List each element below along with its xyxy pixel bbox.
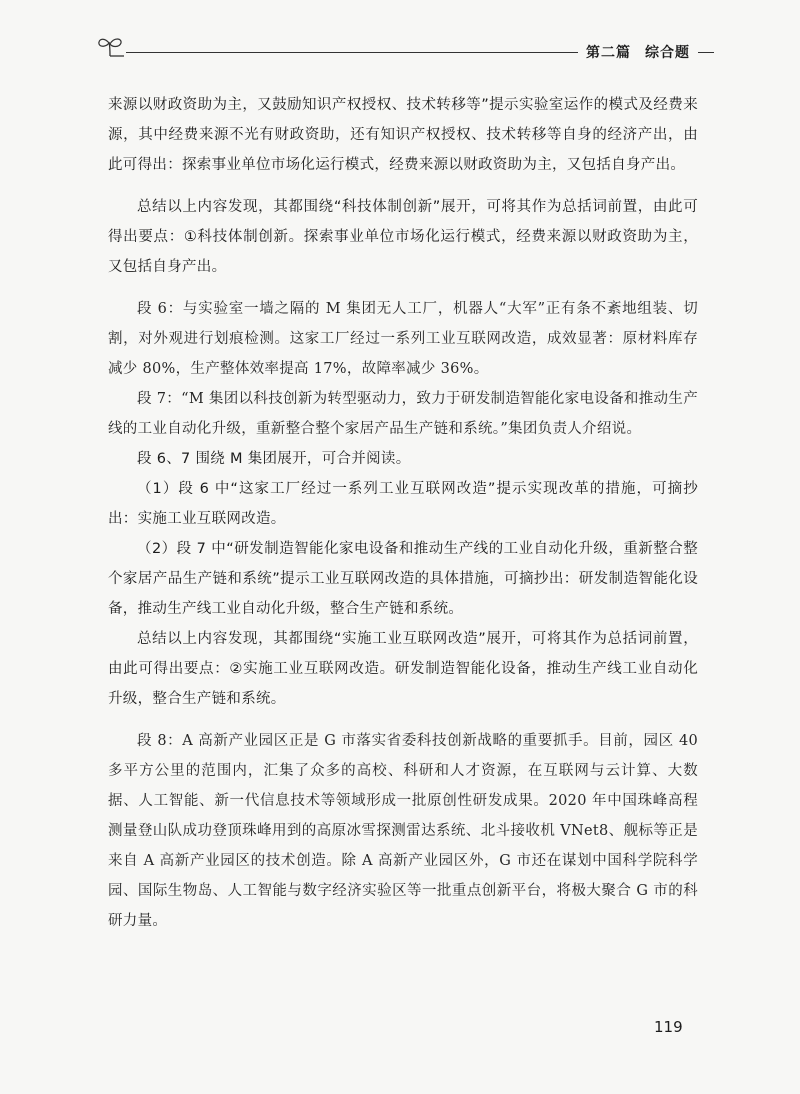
paragraph-summary-1: 总结以上内容发现，其都围绕“科技体制创新”展开，可将其作为总括词前置，由此可得出要点：①科技体制创新。探索事业单位市场化运行模式，经费来源以财政资助为主，又包括自身产出。	[108, 199, 698, 275]
paragraph-section-7: 段 7：“M 集团以科技创新为转型驱动力，致力于研发制造智能化家电设备和推动生产线的工业自动化升级，重新整合整个家居产品生产链和系统。”集团负责人介绍说。	[108, 391, 698, 437]
page-body	[108, 90, 698, 936]
paragraph-section-8: 段 8：A 高新产业园区正是 G 市落实省委科技创新战略的重要抓手。目前，园区 40 多平方公里的范围内，汇集了众多的高校、科研和人才资源，在互联网与云计算、大数据、人工智能、新一代信息技术等领域形成一批原创性研发成果。2020 年中国珠峰高程测量登山队成功登顶珠峰用到的高原冰雪探测雷达系统、北斗接收机 VNet8、舰标等正是来自 A 高新产业园区的技术创造。除 A 高新产业园区外，G 市还在谋划中国科学院科学园、国际生物岛、人工智能与数字经济实验区等一批重点创新平台，将极大聚合 G 市的科研力量。	[108, 733, 698, 929]
sprout-icon	[96, 34, 126, 58]
paragraph-point-2: （2）段 7 中“研发制造智能化家电设备和推动生产线的工业自动化升级，重新整合整个家居产品生产链和系统”提示工业互联网改造的具体措施，可摘抄出：研发制造智能化设备，推动生产线工业自动化升级，整合生产链和系统。	[108, 541, 698, 617]
paragraph-section-6: 段 6：与实验室一墙之隔的 M 集团无人工厂，机器人“大军”正有条不紊地组装、切割，对外观进行划痕检测。这家工厂经过一系列工业互联网改造，成效显著：原材料库存减少 80%，生产整体效率提高 17%，故障率减少 36%。	[108, 301, 698, 377]
header-rule-right	[698, 52, 714, 53]
page-header	[96, 34, 716, 64]
part-title: 综合题	[645, 45, 690, 61]
part-label: 第二篇	[586, 45, 631, 61]
header-rule-left	[126, 52, 578, 53]
paragraph-continuation: 来源以财政资助为主，又鼓励知识产权授权、技术转移等”提示实验室运作的模式及经费来源，其中经费来源不光有财政资助，还有知识产权授权、技术转移等自身的经济产出，由此可得出：探索事业单位市场化运行模式，经费来源以财政资助为主，又包括自身产出。	[108, 97, 698, 173]
section-title	[586, 42, 690, 62]
paragraph-point-1: （1）段 6 中“这家工厂经过一系列工业互联网改造”提示实现改革的措施，可摘抄出：实施工业互联网改造。	[108, 481, 698, 527]
paragraph-summary-2: 总结以上内容发现，其都围绕“实施工业互联网改造”展开，可将其作为总括词前置，由此可得出要点：②实施工业互联网改造。研发制造智能化设备，推动生产线工业自动化升级，整合生产链和系统。	[108, 631, 698, 707]
page-number: 119	[654, 1018, 683, 1036]
paragraph-merge-note: 段 6、7 围绕 M 集团展开，可合并阅读。	[137, 451, 411, 467]
